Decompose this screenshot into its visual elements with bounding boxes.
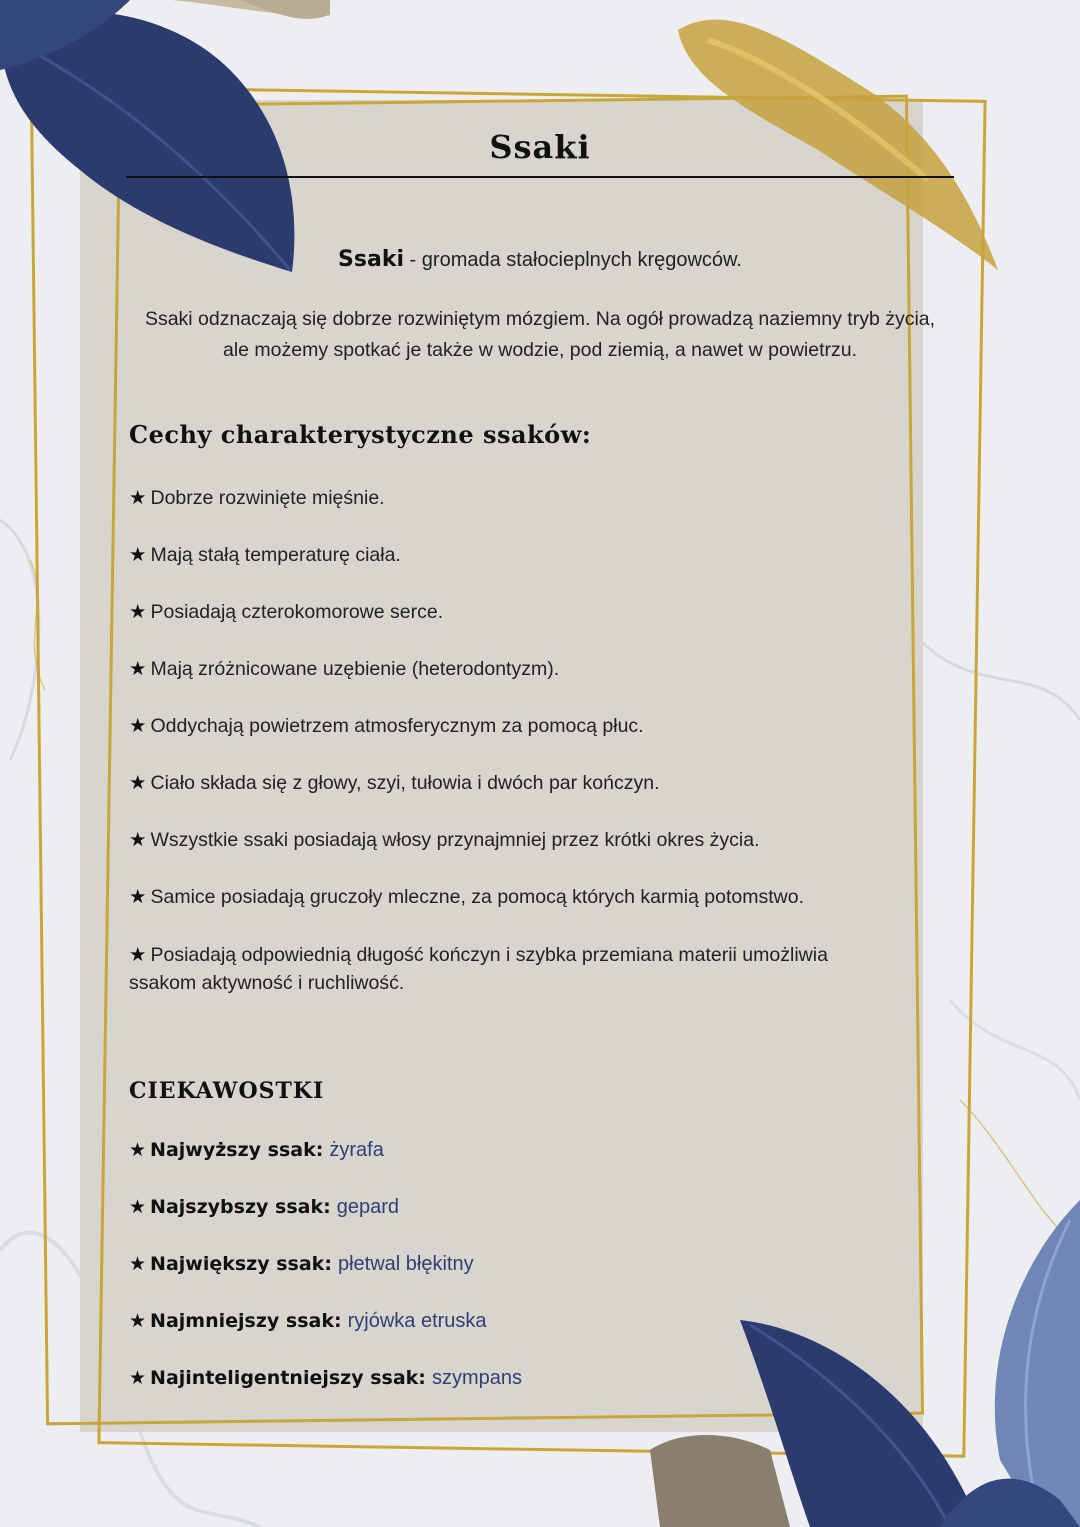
feature-item <box>129 883 919 911</box>
definition-line <box>0 247 1080 272</box>
feature-item <box>129 769 919 797</box>
star-icon: ★ <box>129 771 147 794</box>
feature-text: Dobrze rozwinięte mięśnie. <box>150 487 385 509</box>
star-icon: ★ <box>129 1310 147 1332</box>
fact-item <box>129 1307 889 1335</box>
fact-label: Najszybszy ssak: <box>150 1196 331 1218</box>
feature-item <box>129 826 919 854</box>
definition-text: gromada stałocieplnych kręgowców. <box>421 249 742 271</box>
fact-label: Najmniejszy ssak: <box>150 1310 342 1332</box>
intro-paragraph: Ssaki odznaczają się dobrze rozwiniętym mózgiem. Na ogół prowadzą naziemny tryb życia, ale możemy spotkać je także w wodzie, pod ziemią, a nawet w powietrzu. <box>144 308 936 361</box>
features-heading: Cechy charakterystyczne ssaków: <box>129 420 592 449</box>
star-icon: ★ <box>129 1196 147 1218</box>
feature-text: Posiadają czterokomorowe serce. <box>150 601 444 623</box>
fact-label: Największy ssak: <box>150 1253 332 1275</box>
fact-item <box>129 1250 889 1278</box>
feature-item <box>129 712 919 740</box>
fact-value: ryjówka etruska <box>347 1310 487 1332</box>
definition-term: Ssaki <box>338 247 404 272</box>
definition-separator: - <box>404 249 422 271</box>
fact-item <box>129 1193 889 1221</box>
feature-text: Wszystkie ssaki posiadają włosy przynajmniej przez krótki okres życia. <box>150 829 760 851</box>
star-icon: ★ <box>129 486 147 509</box>
feature-item <box>129 598 919 626</box>
feature-text: Oddychają powietrzem atmosferycznym za pomocą płuc. <box>150 715 644 737</box>
fact-label: Najinteligentniejszy ssak: <box>150 1367 426 1389</box>
star-icon: ★ <box>129 943 147 966</box>
star-icon: ★ <box>129 543 147 566</box>
star-icon: ★ <box>129 885 147 908</box>
star-icon: ★ <box>129 1139 147 1161</box>
star-icon: ★ <box>129 657 147 680</box>
feature-text: Posiadają odpowiednią długość kończyn i szybka przemiana materii umożliwia ssakom aktywność i ruchliwość. <box>129 944 828 994</box>
page-title: Ssaki <box>489 128 591 166</box>
feature-text: Ciało składa się z głowy, szyi, tułowia i dwóch par kończyn. <box>150 772 660 794</box>
star-icon: ★ <box>129 828 147 851</box>
feature-item <box>129 484 919 512</box>
star-icon: ★ <box>129 714 147 737</box>
fact-value: gepard <box>336 1196 400 1218</box>
title-underline <box>126 176 954 178</box>
feature-item <box>129 941 899 997</box>
fact-item <box>129 1136 889 1164</box>
star-icon: ★ <box>129 1367 147 1389</box>
star-icon: ★ <box>129 1253 147 1275</box>
fact-value: żyrafa <box>329 1139 384 1161</box>
feature-text: Mają stałą temperaturę ciała. <box>150 544 401 566</box>
feature-item <box>129 541 919 569</box>
fact-item <box>129 1364 889 1392</box>
fact-value: płetwal błękitny <box>337 1253 474 1275</box>
star-icon: ★ <box>129 600 147 623</box>
feature-item <box>129 655 919 683</box>
facts-heading: CIEKAWOSTKI <box>129 1078 325 1104</box>
feature-text: Mają zróżnicowane uzębienie (heterodontyzm). <box>150 658 560 680</box>
feature-text: Samice posiadają gruczoły mleczne, za pomocą których karmią potomstwo. <box>150 886 805 908</box>
fact-value: szympans <box>431 1367 522 1389</box>
fact-label: Najwyższy ssak: <box>150 1139 324 1161</box>
